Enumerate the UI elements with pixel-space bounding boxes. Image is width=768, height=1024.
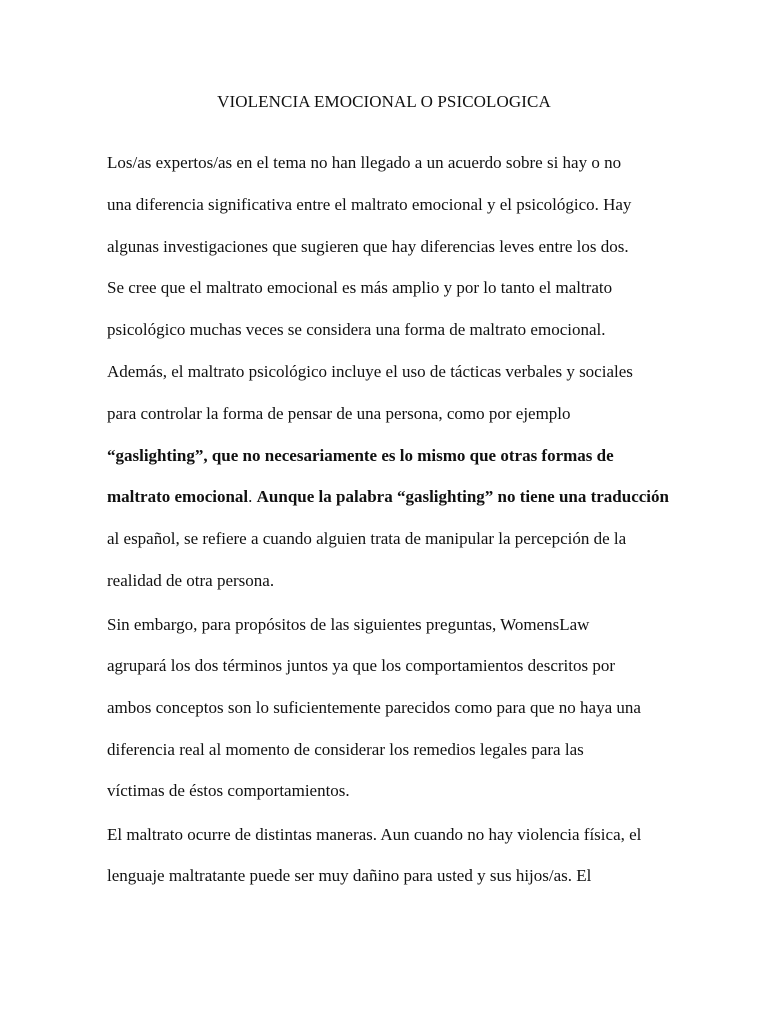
paragraph-line: víctimas de éstos comportamientos.	[107, 781, 350, 801]
document-body	[107, 146, 667, 901]
paragraph-line: para controlar la forma de pensar de una persona, como por ejemplo	[107, 403, 571, 423]
paragraph-1	[107, 146, 667, 606]
paragraph-line: lenguaje maltratante puede ser muy dañino para usted y sus hijos/as. El	[107, 866, 592, 886]
document-title: VIOLENCIA EMOCIONAL O PSICOLOGICA	[217, 92, 551, 111]
paragraph-line: Se cree que el maltrato emocional es más amplio y por lo tanto el maltrato	[107, 278, 613, 298]
paragraph-line: una diferencia significativa entre el maltrato emocional y el psicológico. Hay	[107, 194, 632, 214]
paragraph-line: psicológico muchas veces se considera una forma de maltrato emocional.	[107, 320, 606, 340]
paragraph-line-mixed	[107, 480, 667, 522]
paragraph-line: El maltrato ocurre de distintas maneras. Aun cuando no hay violencia física, el	[107, 824, 642, 844]
paragraph-line: algunas investigaciones que sugieren que hay diferencias leves entre los dos.	[107, 236, 629, 256]
paragraph-line: ambos conceptos son lo suficientemente parecidos como para que no haya una	[107, 697, 641, 717]
paragraph-line: Los/as expertos/as en el tema no han llegado a un acuerdo sobre si hay o no	[107, 153, 622, 172]
paragraph-line: Sin embargo, para propósitos de las siguientes preguntas, WomensLaw	[107, 614, 590, 634]
paragraph-line-bold: “gaslighting”, que no necesariamente es lo mismo que otras formas de	[107, 445, 614, 465]
paragraph-3	[107, 818, 667, 901]
paragraph-line: Además, el maltrato psicológico incluye el uso de tácticas verbales y sociales	[107, 361, 633, 381]
paragraph-line: realidad de otra persona.	[107, 570, 275, 590]
paragraph-line: agrupará los dos términos juntos ya que los comportamientos descritos por	[107, 656, 616, 676]
sentence-separator: .	[248, 487, 257, 507]
paragraph-line: diferencia real al momento de considerar los remedios legales para las	[107, 739, 584, 759]
paragraph-2	[107, 608, 667, 816]
paragraph-line: al español, se refiere a cuando alguien trata de manipular la percepción de la	[107, 529, 627, 549]
bold-phrase: maltrato emocional	[107, 487, 249, 507]
bold-phrase: Aunque la palabra “gaslighting” no tiene una traducción	[256, 487, 669, 507]
